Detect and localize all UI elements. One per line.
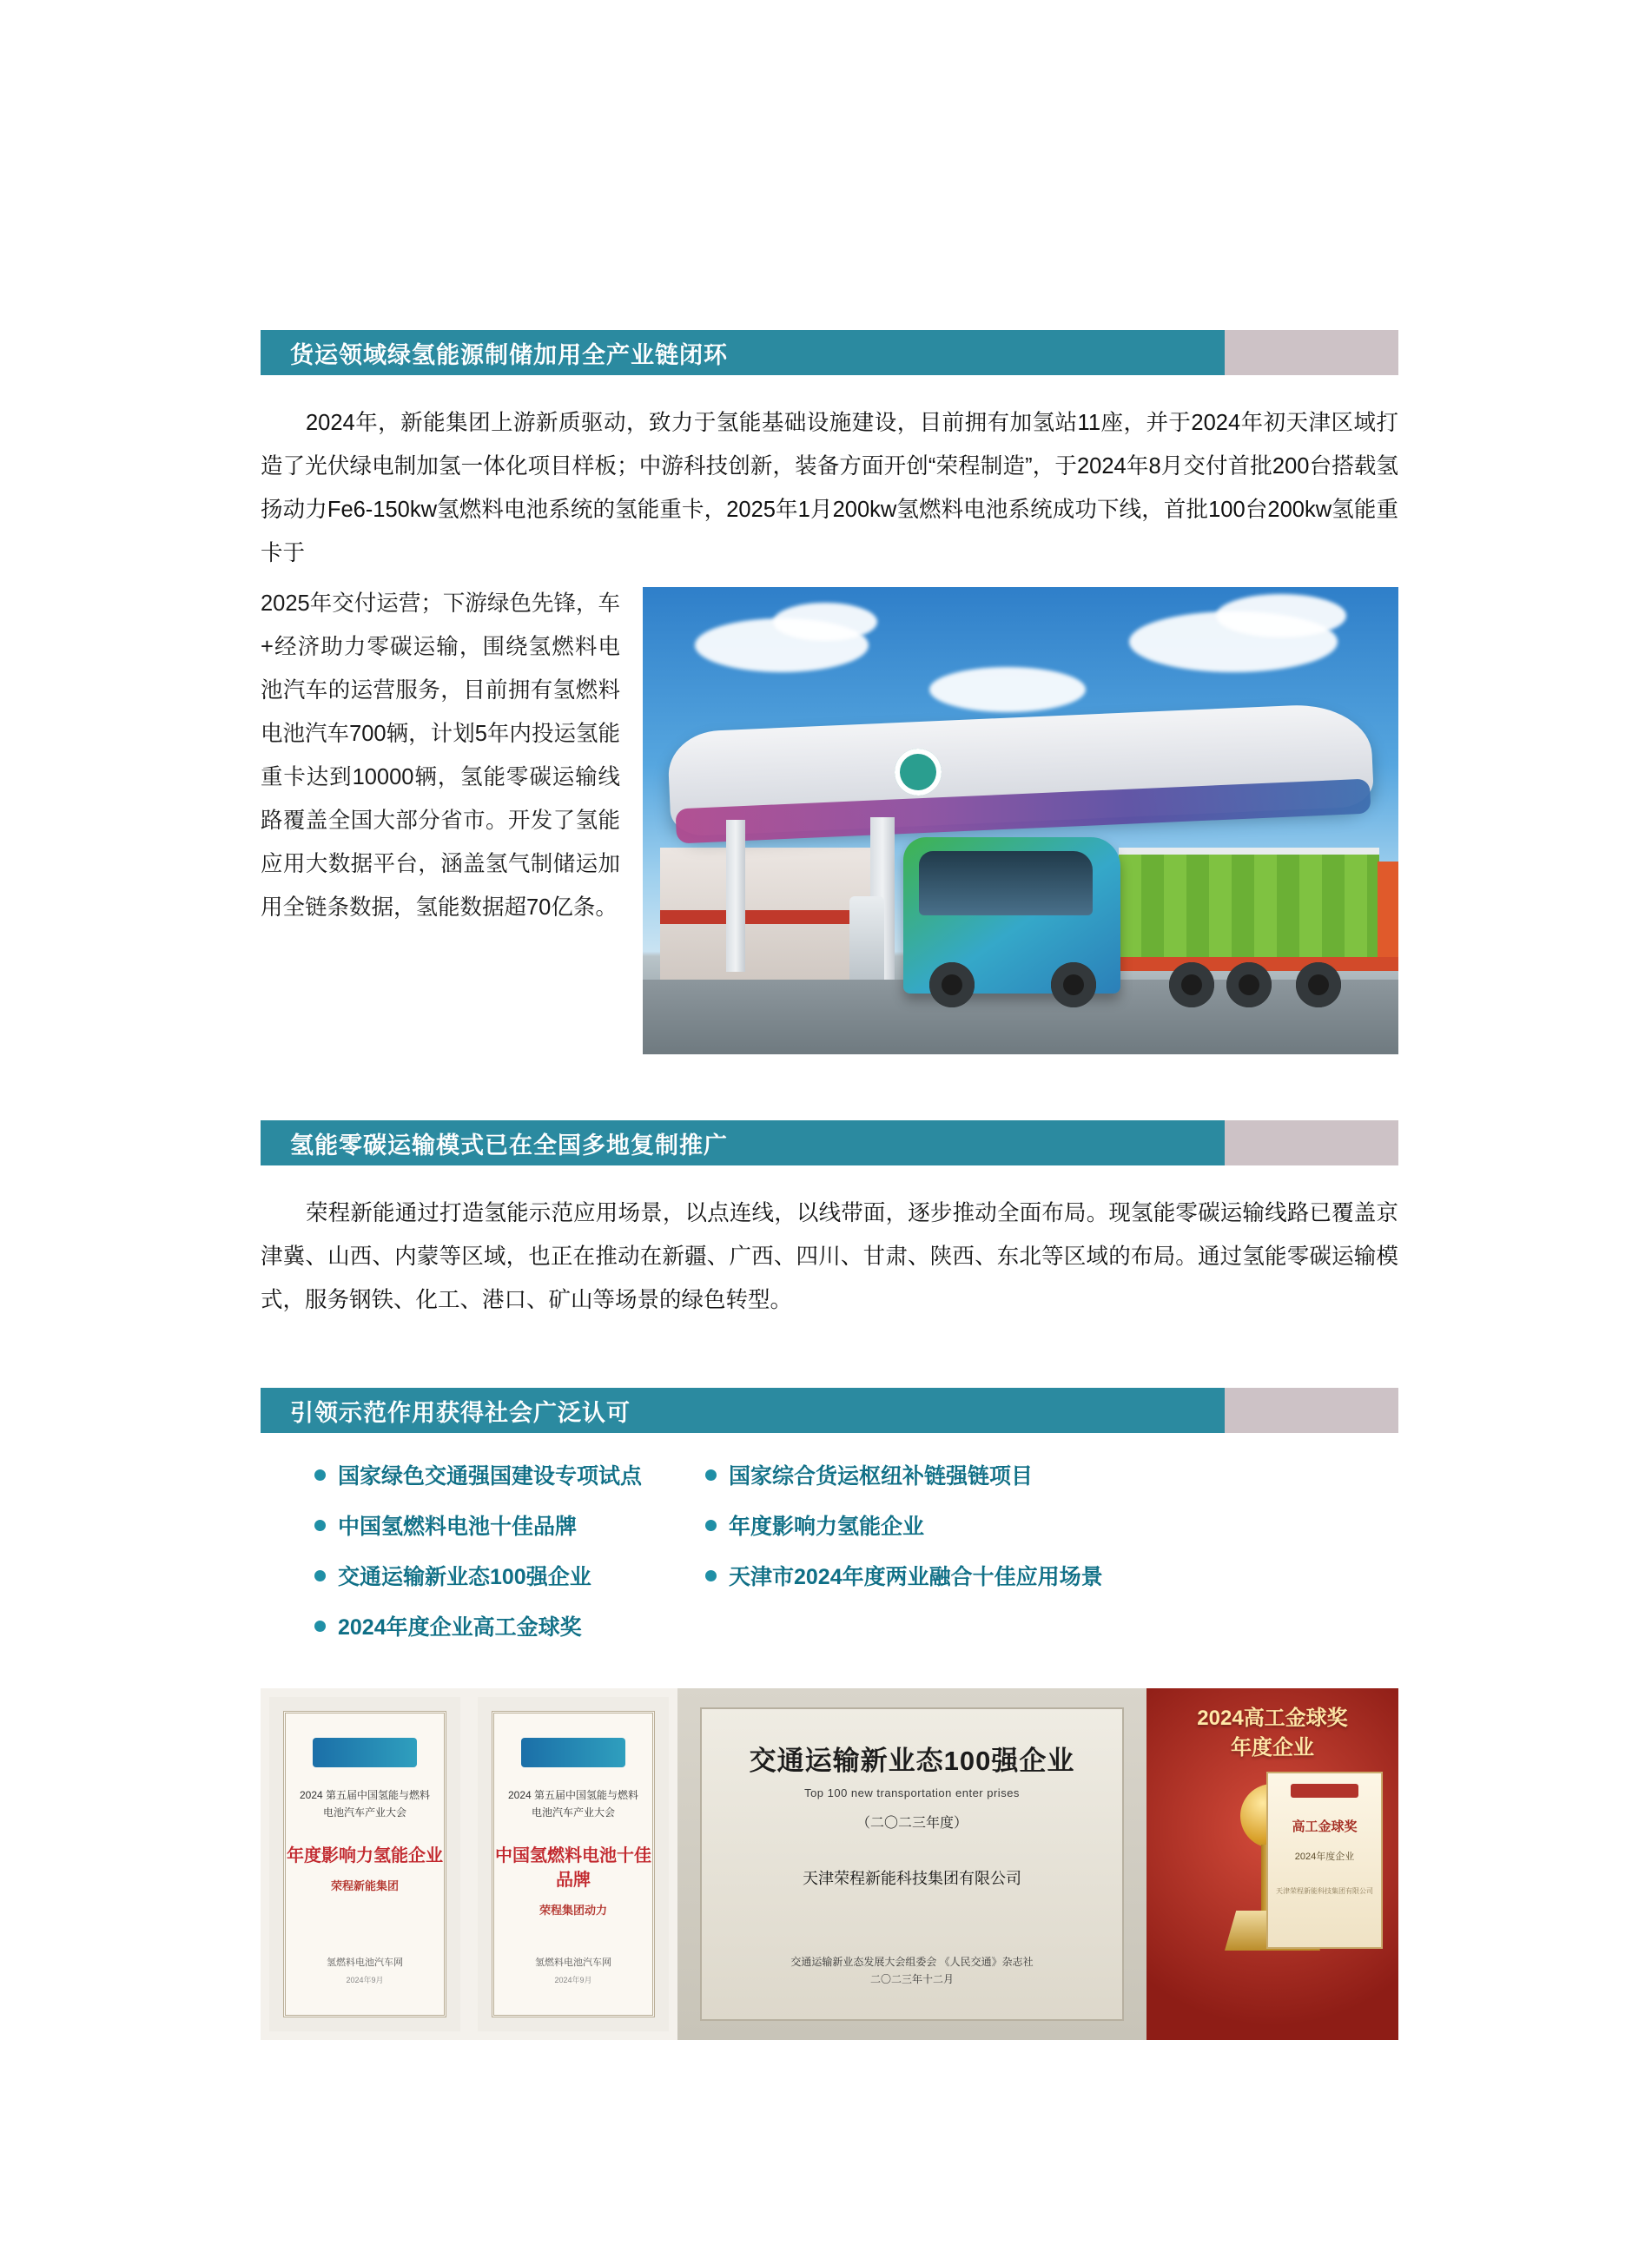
conference-logo-icon xyxy=(521,1738,625,1767)
award-3-issuer: 交通运输新业态发展大会组委会 《人民交通》杂志社 xyxy=(790,1956,1034,1968)
section-heading-1-bar xyxy=(261,330,1225,375)
section-1-wrap-block xyxy=(261,582,1398,1063)
truck-wheel xyxy=(1169,962,1214,1007)
cloud-icon xyxy=(773,603,877,641)
truck-wheel xyxy=(929,962,975,1007)
conference-logo-icon xyxy=(313,1738,417,1767)
section-heading-2-text: 氢能零碳运输模式已在全国多地复制推广 xyxy=(290,1132,728,1159)
bullet-dot-icon xyxy=(705,1520,717,1531)
section-heading-1-text: 货运领域绿氢能源制储加用全产业链闭环 xyxy=(290,341,728,368)
award-2-footer-text: 氢燃料电池汽车网 xyxy=(535,1958,611,1968)
award-2-footer xyxy=(494,1955,652,1985)
certificate-body xyxy=(283,1711,446,2017)
award-3-subtitle-en: Top 100 new transportation enter prises xyxy=(804,1786,1020,1799)
award-1-footer xyxy=(286,1955,444,1985)
award-3-footer xyxy=(702,1953,1122,1988)
bullet-dot-icon xyxy=(314,1570,326,1581)
hydrogen-station-photo xyxy=(643,587,1398,1054)
award-plaque-3 xyxy=(677,1688,1146,2040)
award-3-recipient: 天津荣程新能科技集团有限公司 xyxy=(803,1870,1021,1887)
list-item-label: 国家综合货运枢纽补链强链项目 xyxy=(729,1464,1034,1489)
bullet-dot-icon xyxy=(314,1469,326,1481)
award-trophy-4 xyxy=(1146,1688,1398,2040)
section-heading-2 xyxy=(261,1120,1398,1165)
cloud-icon xyxy=(929,667,1086,712)
award-1-title: 年度影响力氢能企业 xyxy=(287,1846,443,1865)
page-content xyxy=(261,330,1398,2040)
list-item xyxy=(314,1459,653,1490)
list-item xyxy=(314,1560,653,1591)
award-2-event: 2024 第五届中国氢能与燃料电池汽车产业大会 xyxy=(507,1789,638,1819)
section-heading-2-tail xyxy=(1225,1120,1398,1165)
truck-trailer-second xyxy=(1378,862,1398,957)
award-2-recipient: 荣程集团动力 xyxy=(539,1904,607,1917)
truck-trailer xyxy=(1119,848,1379,964)
list-item xyxy=(314,1509,653,1541)
award-3-date: 二〇二三年十二月 xyxy=(869,1973,954,1985)
section-2-paragraph: 荣程新能通过打造氢能示范应用场景，以点连线，以线带面，逐步推动全面布局。现氢能零碳运输线路已覆盖京津冀、山西、内蒙等区域，也正在推动在新疆、广西、四川、甘肃、陕西、东北等区域的布局。通过氢能零碳运输模式，服务钢铁、化工、港口、矿山等场景的绿色转型。 xyxy=(261,1201,1398,1312)
award-4-card-title: 高工金球奖 xyxy=(1292,1819,1358,1834)
station-building-stripe xyxy=(660,910,877,924)
hydrogen-station-photo-art xyxy=(643,587,1398,1054)
award-1-footer-note: 2024年9月 xyxy=(346,1976,384,1984)
section-heading-1 xyxy=(261,330,1398,375)
list-item-label: 中国氢燃料电池十佳品牌 xyxy=(338,1515,578,1539)
section-heading-3-bar xyxy=(261,1388,1225,1433)
list-item-label: 国家绿色交通强国建设专项试点 xyxy=(338,1464,643,1489)
award-3-title: 交通运输新业态100强企业 xyxy=(749,1746,1075,1776)
truck-wheel xyxy=(1226,962,1272,1007)
bullet-dot-icon xyxy=(314,1520,326,1531)
award-1-footer-text: 氢燃料电池汽车网 xyxy=(327,1958,403,1968)
list-item xyxy=(705,1459,1398,1490)
award-4-title xyxy=(1146,1704,1398,1763)
bullet-dot-icon xyxy=(705,1570,717,1581)
award-4-title-line2: 年度企业 xyxy=(1231,1736,1314,1760)
award-2-footer-note: 2024年9月 xyxy=(554,1976,592,1984)
certificate-body xyxy=(492,1711,655,2017)
truck-windshield xyxy=(919,851,1093,915)
truck-wheel xyxy=(1051,962,1096,1007)
list-item-label: 天津市2024年度两业融合十佳应用场景 xyxy=(729,1565,1103,1589)
list-item xyxy=(705,1509,1398,1541)
plaque-body xyxy=(700,1707,1124,2021)
truck-wheel xyxy=(1296,962,1341,1007)
award-2-title: 中国氢燃料电池十佳品牌 xyxy=(495,1846,651,1890)
award-1-recipient: 荣程新能集团 xyxy=(330,1879,399,1892)
section-heading-3 xyxy=(261,1388,1398,1433)
bullet-dot-icon xyxy=(705,1469,717,1481)
section-heading-3-tail xyxy=(1225,1388,1398,1433)
award-certificate-2 xyxy=(469,1688,677,2040)
list-item-label: 交通运输新业态100强企业 xyxy=(338,1565,591,1589)
list-item-label: 2024年度企业高工金球奖 xyxy=(338,1615,582,1640)
award-4-card-brand-icon xyxy=(1291,1784,1358,1798)
list-item-label: 年度影响力氢能企业 xyxy=(729,1515,925,1539)
award-4-card-note: 天津荣程新能科技集团有限公司 xyxy=(1276,1887,1373,1895)
awards-photo-strip xyxy=(261,1688,1398,2040)
section-heading-2-bar xyxy=(261,1120,1225,1165)
list-item xyxy=(705,1560,1398,1591)
section-heading-1-tail xyxy=(1225,330,1398,375)
canopy-pillar xyxy=(726,820,745,972)
award-3-year: （二〇二三年度） xyxy=(856,1816,968,1831)
bullet-dot-icon xyxy=(314,1621,326,1632)
award-certificate-1 xyxy=(261,1688,469,2040)
cloud-icon xyxy=(1216,594,1346,637)
list-item xyxy=(314,1610,653,1641)
award-1-event: 2024 第五届中国氢能与燃料电池汽车产业大会 xyxy=(299,1789,430,1819)
section-1-paragraph-main: 2024年，新能集团上游新质驱动，致力于氢能基础设施建设，目前拥有加氢站11座，并于2024年初天津区域打造了光伏绿电制加氢一体化项目样板；中游科技创新，装备方面开创“荣程制造”，于2024年8月交付首批200台搭载氢扬动力Fe6-150kw氢燃料电池系统的氢能重卡，2025年1月200kw氢燃料电池系统成功下线，首批100台200kw氢能重卡于 xyxy=(261,411,1398,565)
award-4-title-line1: 2024高工金球奖 xyxy=(1197,1707,1348,1730)
award-4-card xyxy=(1266,1772,1383,1949)
award-4-card-sub: 2024年度企业 xyxy=(1294,1852,1355,1862)
honors-list xyxy=(314,1459,1398,1641)
hydrogen-dispenser xyxy=(849,896,884,987)
section-heading-3-text: 引领示范作用获得社会广泛认可 xyxy=(290,1399,631,1426)
section-1-paragraph-wrap: 2025年交付运营；下游绿色先锋，车+经济助力零碳运输，围绕氢燃料电池汽车的运营服务，目前拥有氢燃料电池汽车700辆，计划5年内投运氢能重卡达到10000辆，氢能零碳运输线路覆盖全国大部分省市。开发了氢能应用大数据平台，涵盖氢气制储运加用全链条数据，氢能数据超70亿条。 xyxy=(261,591,620,920)
